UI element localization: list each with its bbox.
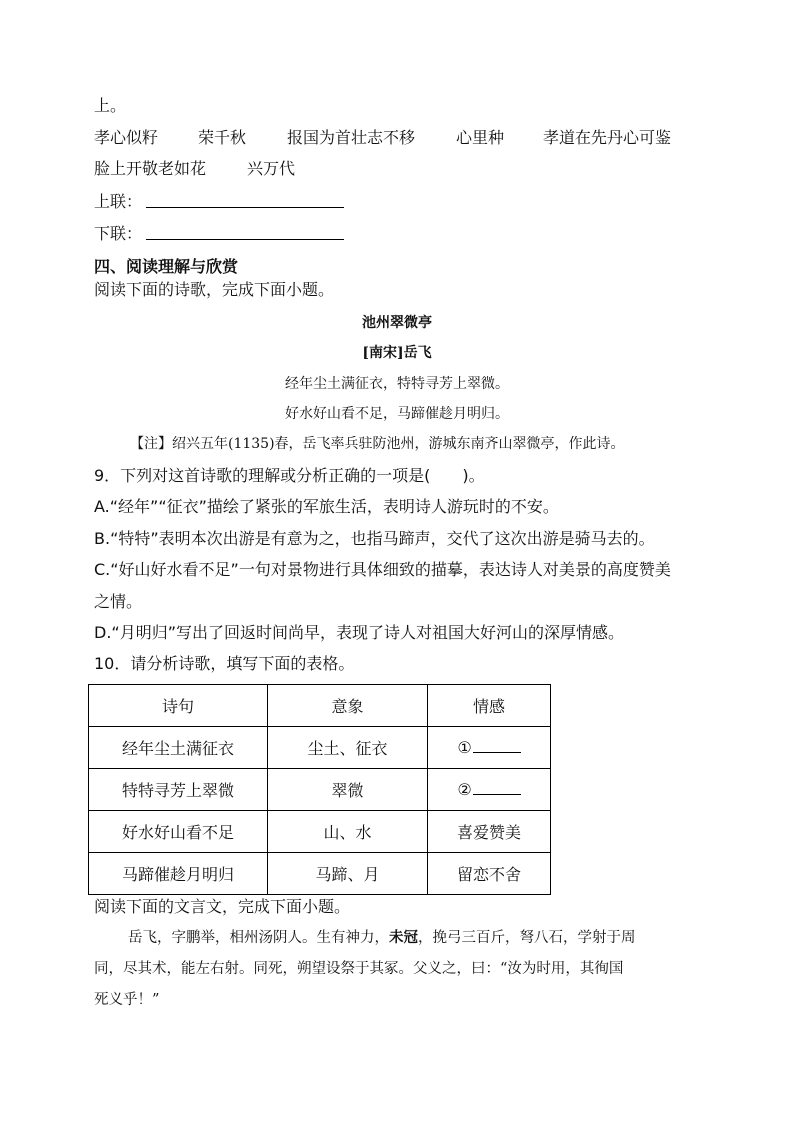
answer-blank[interactable] xyxy=(473,738,521,753)
classical-text: ，挽弓三百斤，弩八石，学射于周 xyxy=(418,930,636,946)
lower-couplet-label: 下联： xyxy=(94,224,143,243)
cell-imagery: 山、水 xyxy=(268,811,428,853)
table-row xyxy=(89,811,551,853)
text-line-end: 上。 xyxy=(94,96,127,115)
cell-imagery: 翠微 xyxy=(268,769,428,811)
classical-keyword: 未冠 xyxy=(389,929,418,946)
classical-intro: 阅读下面的文言文，完成下面小题。 xyxy=(94,897,351,916)
table-row xyxy=(89,769,551,811)
q9-option-c: C.“好山好水看不足”一句对景物进行具体细致的描摹，表达诗人对美景的高度赞美 xyxy=(94,560,671,579)
header-imagery: 意象 xyxy=(268,685,428,727)
cell-poem-line: 马蹄催趁月明归 xyxy=(89,853,268,895)
cell-poem-line: 好水好山看不足 xyxy=(89,811,268,853)
analysis-table xyxy=(88,684,551,895)
poem-title: 池州翠微亭 xyxy=(362,315,432,331)
classical-text: 岳飞，字鹏举，相州汤阴人。生有神力， xyxy=(128,930,389,946)
classical-line-1 xyxy=(128,929,636,947)
cell-poem-line: 特特寻芳上翠微 xyxy=(89,769,268,811)
classical-line-2: 同，尽其术，能左右射。同死，朔望设祭于其冢。父义之，曰：“汝为时用，其徇国 xyxy=(94,961,624,977)
upper-couplet-blank[interactable] xyxy=(146,207,344,208)
poem-line-2: 好水好山看不足，马蹄催趁月明归。 xyxy=(285,406,509,422)
answer-blank[interactable] xyxy=(473,780,521,795)
option-2: 荣千秋 xyxy=(198,128,247,147)
cell-imagery: 马蹄、月 xyxy=(268,853,428,895)
option-3: 报国为首壮志不移 xyxy=(287,128,416,147)
lower-couplet-blank[interactable] xyxy=(146,239,344,240)
q9-option-a: A.“经年”“征衣”描绘了紧张的军旅生活，表明诗人游玩时的不安。 xyxy=(94,497,559,516)
q9-option-b: B.“特特”表明本次出游是有意为之，也指马蹄声，交代了这次出游是骑马去的。 xyxy=(94,529,655,548)
header-poem-line: 诗句 xyxy=(89,685,268,727)
table-header-row xyxy=(89,685,551,727)
cell-imagery: 尘土、征衣 xyxy=(268,727,428,769)
poem-line-1: 经年尘土满征衣，特特寻芳上翠微。 xyxy=(285,376,509,392)
classical-line-3: 死义乎！” xyxy=(94,992,160,1008)
q10-stem: 10．请分析诗歌，填写下面的表格。 xyxy=(94,654,355,673)
blank-number: ① xyxy=(457,738,472,757)
upper-couplet-label: 上联： xyxy=(94,192,143,211)
q9-option-d: D.“月明归”写出了回返时间尚早，表现了诗人对祖国大好河山的深厚情感。 xyxy=(94,623,624,642)
section-intro: 阅读下面的诗歌，完成下面小题。 xyxy=(94,280,335,299)
cell-emotion-blank[interactable] xyxy=(428,727,551,769)
q9-option-c-cont: 之情。 xyxy=(94,592,143,611)
option-1: 孝心似籽 xyxy=(94,128,159,147)
table-row xyxy=(89,727,551,769)
option-4: 心里种 xyxy=(456,128,505,147)
header-emotion: 情感 xyxy=(428,685,551,727)
option-6: 脸上开敬老如花 xyxy=(94,159,207,178)
section-heading: 四、阅读理解与欣赏 xyxy=(94,257,239,276)
poem-author: [南宋]岳飞 xyxy=(362,345,432,361)
poem-note: 【注】绍兴五年(1135)春，岳飞率兵驻防池州，游城东南齐山翠微亭，作此诗。 xyxy=(130,436,625,452)
cell-emotion: 喜爱赞美 xyxy=(428,811,551,853)
blank-number: ② xyxy=(457,780,472,799)
table-row xyxy=(89,853,551,895)
cell-emotion-blank[interactable] xyxy=(428,769,551,811)
q9-stem: 9．下列对这首诗歌的理解或分析正确的一项是( )。 xyxy=(94,466,485,485)
cell-emotion: 留恋不舍 xyxy=(428,853,551,895)
option-5: 孝道在先丹心可鉴 xyxy=(543,128,672,147)
option-7: 兴万代 xyxy=(247,159,296,178)
cell-poem-line: 经年尘土满征衣 xyxy=(89,727,268,769)
